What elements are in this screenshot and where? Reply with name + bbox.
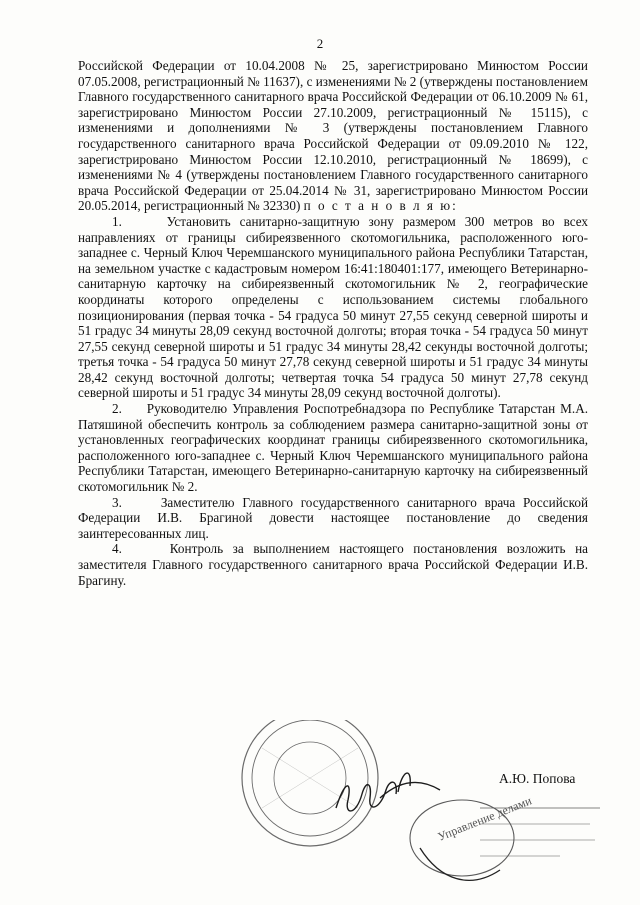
item-3 xyxy=(78,495,588,542)
item-text: Установить санитарно-защитную зону размером 300 метров во всех направлениях от границы сибиреязвенного скотомогильника, расположенного юго-западнее с. Черный Ключ Черемшанского муниципального района Республики Татарстан, на земельном участке с кадастровым номером 16:41:180401:177, имеющего Ветеринарно-санитарную карточку на сибиреязвенный скотомогильник № 2, географические координаты которого определены с использованием системы глобального позиционирования (первая точка - 54 градуса 50 минут 27,55 секунд северной широты и 51 градус 34 минуты 28,09 секунд восточной долготы; вторая точка - 54 градуса 50 минут 27,55 секунд северной широты и 51 градус 34 минуты 28,42 секунды восточной долготы; третья точка - 54 градуса 50 минут 27,78 секунд северной широты и 51 градус 34 минуты 28,42 секунд восточной долготы; четвертая точка 54 градуса 50 минут 27,78 секунд северной широты и 51 градус 34 минуты 28,09 секунд восточной долготы). xyxy=(78,213,589,401)
item-number: 3. xyxy=(112,494,122,510)
item-number: 2. xyxy=(112,401,122,417)
seal-and-signature-graphic xyxy=(0,720,640,905)
item-4 xyxy=(78,541,588,588)
official-seal xyxy=(242,720,378,846)
document-body xyxy=(78,58,588,588)
signature-block xyxy=(0,720,640,905)
continuation-paragraph xyxy=(78,58,588,214)
signer-name: А.Ю. Попова xyxy=(499,771,576,786)
item-text: Заместителю Главного государственного санитарного врача Российской Федерации И.В. Брагиной довести настоящее постановление до сведения заинтересованных лиц. xyxy=(78,494,588,541)
page-number: 2 xyxy=(316,36,324,51)
continuation-text: Российской Федерации от 10.04.2008 № 25, зарегистрировано Минюстом России 07.05.2008, регистрационный № 11637), с изменениями № 2 (утверждены постановлением Главного государственного санитарного врача Российской Федерации от 06.10.2009 № 61, зарегистрировано Минюстом России 27.10.2009, регистрационный № 15115), с изменениями и дополнениями № 3 (утверждены постановлением Главного государственного санитарного врача Российской Федерации от 09.09.2010 № 122, зарегистрировано Минюстом России 12.10.2010, регистрационный № 18699), с изменениями № 4 (утверждены постановлением Главного государственного санитарного врача Российской Федерации от 25.04.2014 № 31, зарегистрировано Минюстом России 20.05.2014, регистрационный № 32330) xyxy=(78,58,588,214)
item-text: Руководителю Управления Роспотребнадзора по Республике Татарстан М.А. Патяшиной обеспечить контроль за соблюдением размера санитарно-защитной зоны от установленных географических координат границы сибиреязвенного скотомогильника, расположенного юго-западнее с. Черный Ключ Черемшанского муниципального района Республики Татарстан, имеющего Ветеринарно-санитарную карточку на сибиреязвенный скотомогильник № 2. xyxy=(78,401,589,495)
stamp-text: Управление делами xyxy=(435,793,534,844)
item-text: Контроль за выполнением настоящего постановления возложить на заместителя Главного государственного санитарного врача Российской Федерации И.В. Брагину. xyxy=(78,541,589,588)
item-number: 4. xyxy=(112,541,122,557)
resolution-word: п о с т а н о в л я ю: xyxy=(303,198,458,214)
item-number: 1. xyxy=(112,213,122,229)
item-2 xyxy=(78,401,588,495)
item-1 xyxy=(78,214,588,401)
handwritten-signature xyxy=(336,773,440,811)
